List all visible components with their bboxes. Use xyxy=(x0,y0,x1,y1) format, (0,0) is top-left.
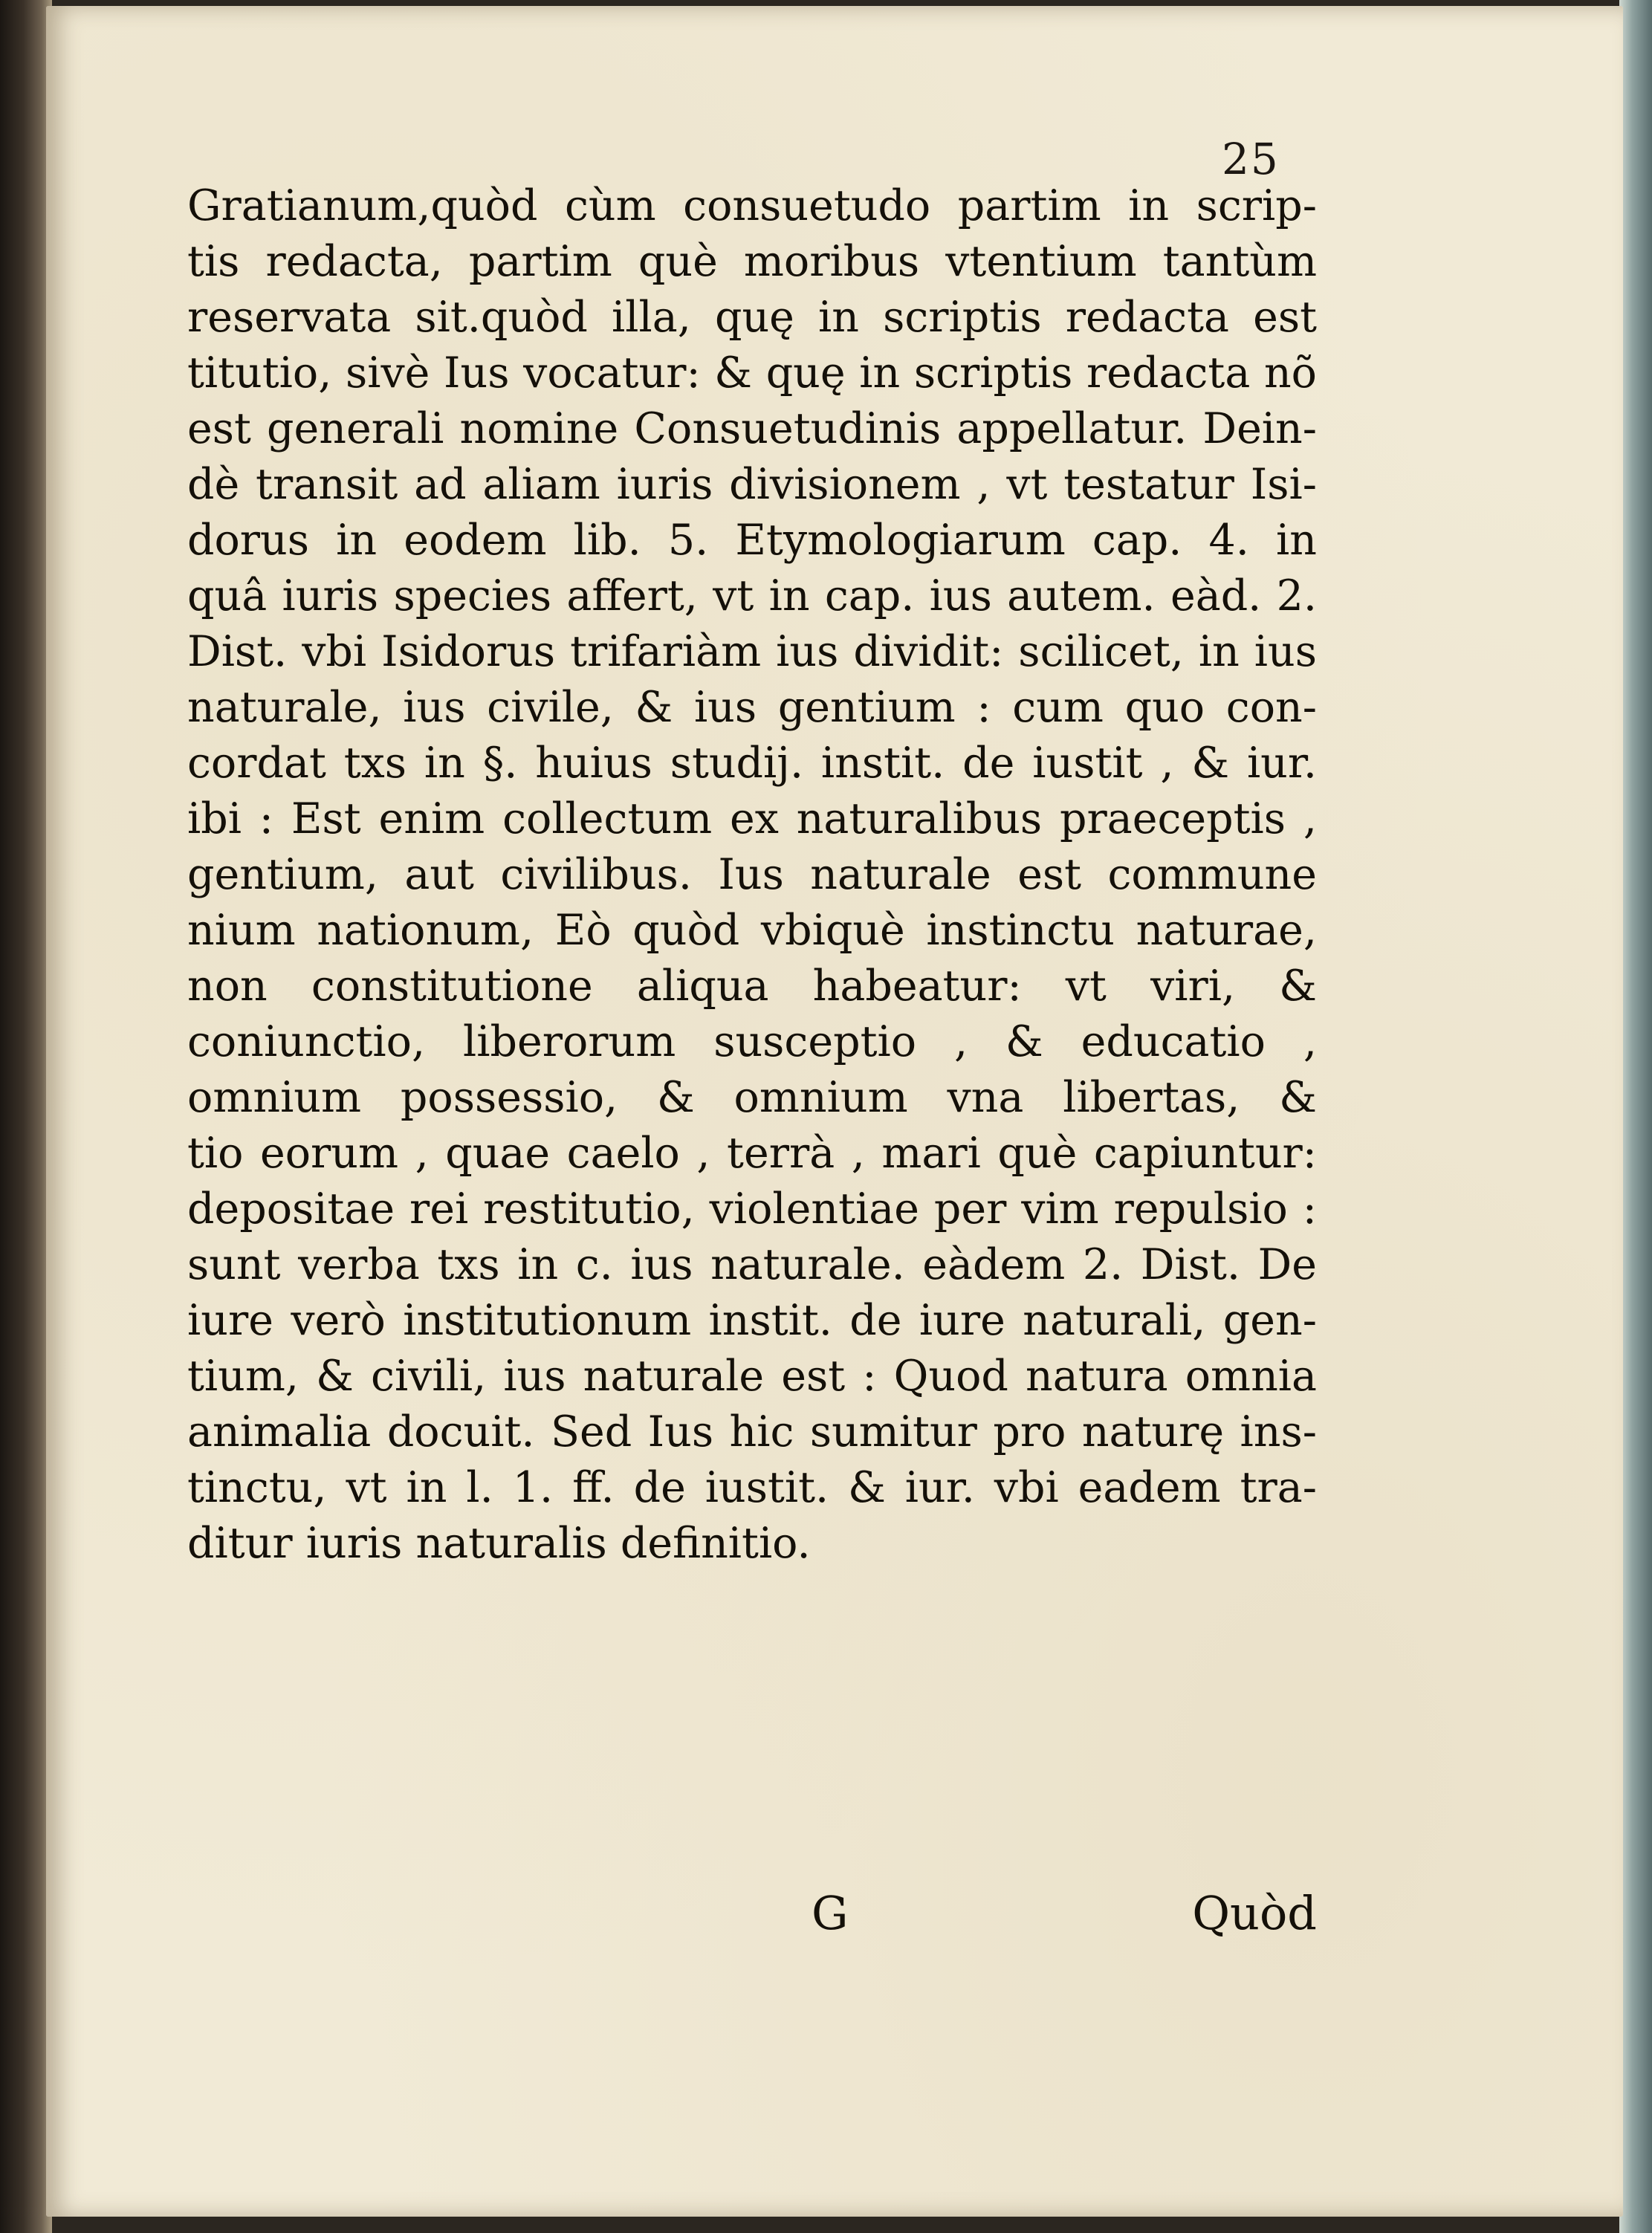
text-line: omnium possessio, & omnium vna libertas, & xyxy=(187,1073,1317,1122)
page-fore-edge xyxy=(1619,0,1652,2233)
text-line: tium, & civili, ius naturale est : Quod natura omnia xyxy=(187,1352,1317,1401)
text-line: tinctu, vt in l. 1. ff. de iustit. & iur. vbi eadem tra- xyxy=(187,1463,1317,1512)
body-text xyxy=(187,178,1317,1572)
text-line: non constitutione aliqua habeatur: vt viri, & xyxy=(187,962,1317,1011)
text-line: dorus in eodem lib. 5. Etymologiarum cap. 4. in xyxy=(187,516,1317,565)
text-line: titutio, sivè Ius vocatur: & quę in scriptis redacta nõ xyxy=(187,349,1317,398)
text-line: est generali nomine Consuetudinis appellatur. Dein- xyxy=(187,404,1317,453)
book-binding xyxy=(0,0,52,2233)
signature-mark: G xyxy=(812,1886,849,1940)
catchword: Quòd xyxy=(1192,1886,1317,1940)
text-line: ditur iuris naturalis definitio. xyxy=(187,1519,811,1568)
text-line: ibi : Est enim collectum ex naturalibus praeceptis , xyxy=(187,794,1317,843)
page-footer xyxy=(187,1886,1317,1945)
text-line: reservata sit.quòd illa, quę in scriptis redacta est xyxy=(187,293,1317,342)
text-line: depositae rei restitutio, violentiae per vim repulsio : xyxy=(187,1184,1317,1234)
text-line: tis redacta, partim què moribus vtentium tantùm xyxy=(187,237,1317,286)
book-page xyxy=(46,6,1623,2217)
text-line: Dist. vbi Isidorus trifariàm ius dividit: scilicet, in ius xyxy=(187,627,1317,676)
text-line: naturale, ius civile, & ius gentium : cum quo con- xyxy=(187,683,1317,732)
text-line: gentium, aut civilibus. Ius naturale est commune xyxy=(187,850,1317,899)
text-line: tio eorum , quae caelo , terrà , mari què capiuntur: xyxy=(187,1129,1317,1178)
text-line: sunt verba txs in c. ius naturale. eàdem 2. Dist. De xyxy=(187,1240,1317,1289)
text-line: coniunctio, liberorum susceptio , & educatio , xyxy=(187,1017,1317,1066)
text-line: animalia docuit. Sed Ius hic sumitur pro naturę ins- xyxy=(187,1407,1317,1456)
text-line: quâ iuris species affert, vt in cap. ius autem. eàd. 2. xyxy=(187,571,1317,620)
text-line: Gratianum,quòd cùm consuetudo partim in scrip- xyxy=(187,181,1317,230)
text-line: iure verò institutionum instit. de iure naturali, gen- xyxy=(187,1296,1317,1345)
text-line: dè transit ad aliam iuris divisionem , vt testatur Isi- xyxy=(187,460,1317,509)
text-line: cordat txs in §. huius studij. instit. de iustit , & iur. xyxy=(187,739,1317,788)
page-number: 25 xyxy=(1222,134,1280,184)
text-line: nium nationum, Eò quòd vbiquè instinctu naturae, xyxy=(187,906,1317,955)
